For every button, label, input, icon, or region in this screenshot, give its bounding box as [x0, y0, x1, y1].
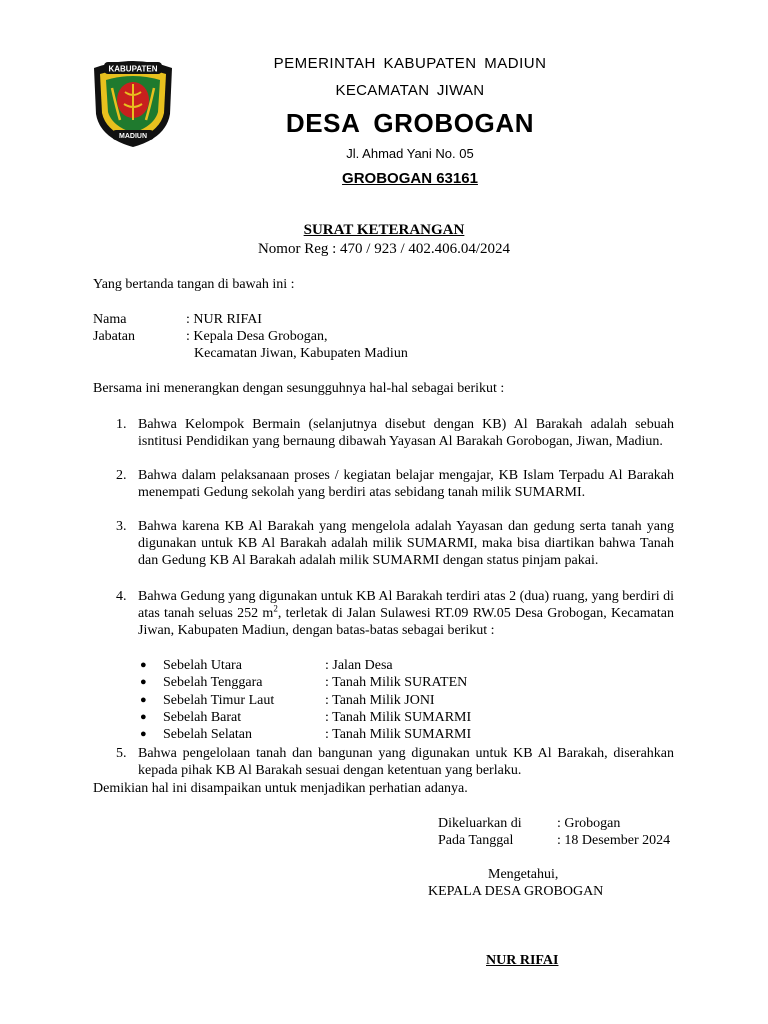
signer-position: KEPALA DESA GROBOGAN — [428, 884, 604, 899]
bullet-icon: ● — [140, 659, 147, 671]
jabatan-value-cont: Kecamatan Jiwan, Kabupaten Madiun — [194, 346, 408, 361]
jabatan-value: : Kepala Desa Grobogan, — [186, 329, 328, 344]
bullet-icon: ● — [140, 676, 147, 688]
boundary-value: : Tanah Milik SUMARMI — [325, 710, 472, 725]
issued-place-value: : Grobogan — [557, 816, 621, 831]
nama-label: Nama — [93, 312, 127, 327]
boundary-value: : Tanah Milik SURATEN — [325, 675, 468, 690]
list-item-text: Bahwa pengelolaan tanah dan bangunan yang digunakan untuk KB Al Barakah, diserahkan kepada pihak KB Al Barakah sesuai dengan ketentuan yang berlaku. — [138, 746, 674, 778]
list-item-text — [138, 588, 674, 639]
closing-text: Demikian hal ini disampaikan untuk menjadikan perhatian adanya. — [93, 781, 468, 796]
intro-text: Yang bertanda tangan di bawah ini : — [93, 277, 295, 292]
letterhead-district: KECAMATAN JIWAN — [335, 82, 485, 99]
boundary-value: : Tanah Milik SUMARMI — [325, 727, 472, 742]
item4-text-b: , terletak di Jalan Sulawesi RT.09 RW.05 Desa Grobogan, Kecamatan Jiwan, Kabupaten Madiun, dengan batas-batas sebagai berikut : — [138, 606, 674, 638]
boundary-label: Sebelah Utara — [163, 658, 242, 673]
bullet-icon: ● — [140, 711, 147, 723]
list-item-number: 1. — [116, 417, 127, 432]
nama-value: : NUR RIFAI — [186, 312, 262, 327]
boundary-value: : Tanah Milik JONI — [325, 693, 435, 708]
list-item-number: 3. — [116, 519, 127, 534]
letterhead-village: DESA GROBOGAN — [285, 108, 535, 138]
letterhead-address: Jl. Ahmad Yani No. 05 — [346, 146, 474, 161]
issued-date-value: : 18 Desember 2024 — [557, 833, 671, 848]
bullet-icon: ● — [140, 728, 147, 740]
letter-number: Nomor Reg : 470 / 923 / 402.406.04/2024 — [257, 241, 511, 257]
acknowledged-text: Mengetahui, — [488, 867, 559, 882]
list-item-text: Bahwa dalam pelaksanaan proses / kegiatan belajar mengajar, KB Islam Terpadu Al Barakah menempati Gedung sekolah yang berdiri atas sebidang tanah milik SUMARMI. — [138, 468, 674, 500]
boundary-label: Sebelah Tenggara — [163, 675, 263, 690]
emblem-top-text: KABUPATEN — [108, 64, 158, 74]
boundary-label: Sebelah Barat — [163, 710, 242, 725]
list-item-text: Bahwa Kelompok Bermain (selanjutnya disebut dengan KB) Al Barakah adalah sebuah isntitusi Pendidikan yang bernaung dibawah Yayasan Al Barakah Gorobogan, Jiwan, Madiun. — [138, 417, 674, 449]
statement-text: Bersama ini menerangkan dengan sesungguhnya hal-hal sebagai berikut : — [93, 381, 505, 396]
boundary-value: : Jalan Desa — [325, 658, 393, 673]
bullet-icon: ● — [140, 694, 147, 706]
jabatan-label: Jabatan — [93, 329, 135, 344]
list-item-number: 5. — [116, 746, 127, 761]
list-item-text: Bahwa karena KB Al Barakah yang mengelola adalah Yayasan dan gedung serta tanah yang digunakan untuk KB Al Barakah adalah milik SUMARMI, maka bisa diartikan bahwa Tanah dan Gedung KB Al Barakah adalah milik SUMARMI dengan status pinjam pakai. — [138, 519, 674, 568]
item4-superscript: 2 — [273, 603, 278, 614]
emblem-bottom-text: MADIUN — [119, 133, 147, 140]
issued-date-label: Pada Tanggal — [438, 833, 514, 848]
issued-place-label: Dikeluarkan di — [438, 816, 522, 831]
signer-name: NUR RIFAI — [486, 953, 559, 968]
letterhead-government: PEMERINTAH KABUPATEN MADIUN — [273, 55, 547, 72]
item4-text-a: Bahwa Gedung yang digunakan untuk KB Al Barakah terdiri atas 2 (dua) ruang, yang berdiri di atas tanah seluas 252 m — [138, 589, 674, 621]
letter-title: SURAT KETERANGAN — [303, 222, 465, 238]
list-item-number: 4. — [116, 589, 127, 604]
boundary-label: Sebelah Timur Laut — [163, 693, 275, 708]
letterhead-postal: GROBOGAN 63161 — [342, 170, 478, 187]
kabupaten-madiun-emblem-icon — [86, 58, 180, 148]
boundary-label: Sebelah Selatan — [163, 727, 253, 742]
list-item-number: 2. — [116, 468, 127, 483]
